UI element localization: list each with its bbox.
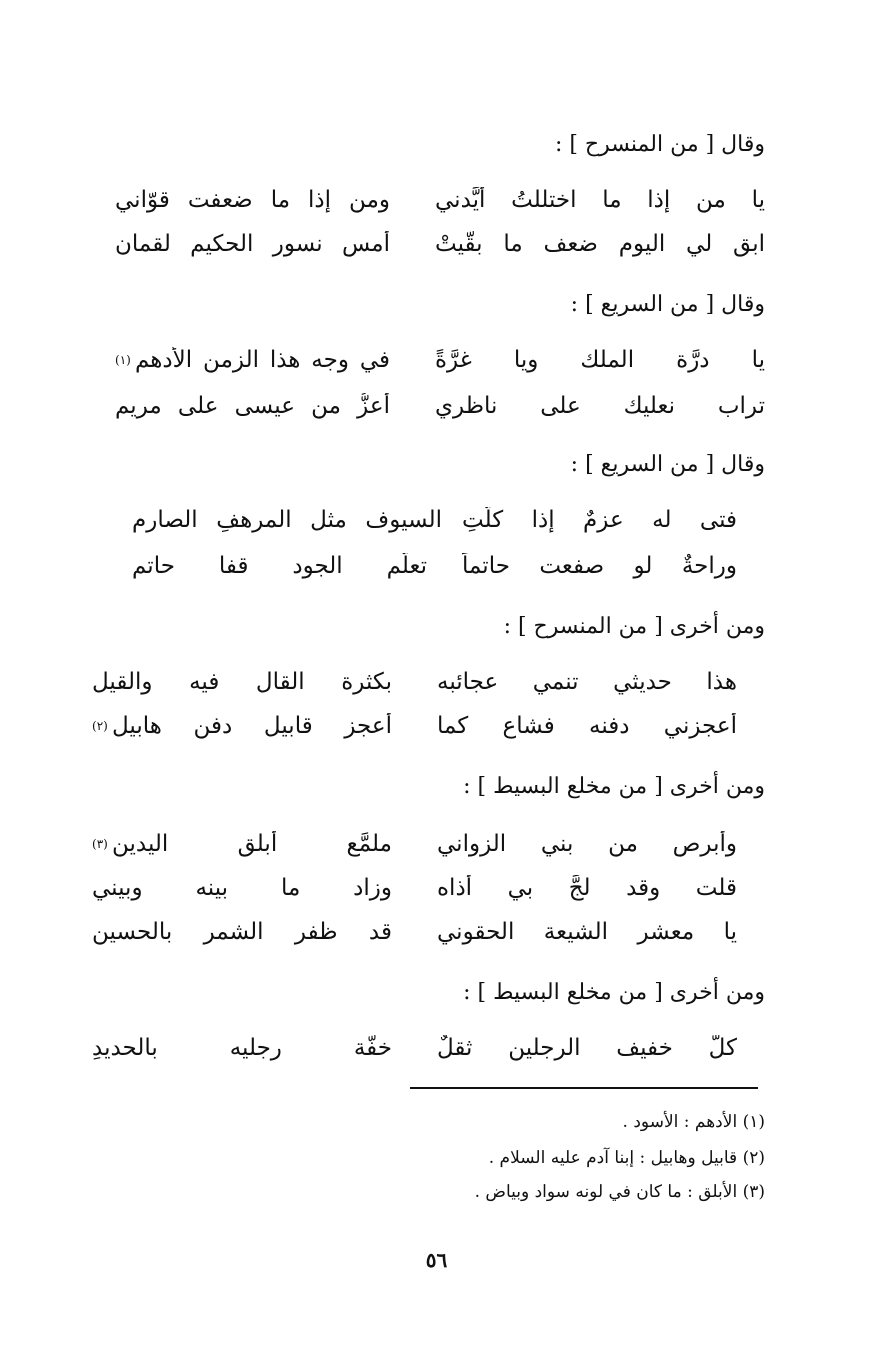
verse-line <box>115 182 765 218</box>
verse-second-hemistich: ملمَّعٍ أبلق اليدين <box>112 831 392 857</box>
verse-line <box>115 342 765 378</box>
verse-first-hemistich: يا من إذا ما اختللتُ أيَّدني <box>435 187 765 213</box>
verse-line <box>92 708 737 744</box>
verse-first-hemistich: يا معشر الشيعة الحقوني <box>437 919 737 945</box>
verse-second-hemistich: وزاد ما بينه وبيني <box>92 875 392 901</box>
verse-first-hemistich: يا درَّة الملك ويا غرَّةً <box>435 347 765 373</box>
verse-line <box>92 664 737 700</box>
verse-first-hemistich: فتى له عزمٌ إذا كلَّتِ <box>462 507 737 533</box>
verse-first-hemistich: وأبرصٍ من بني الزواني <box>437 831 737 857</box>
verse-second-with-note: ملمَّعٍ أبلق اليدين (٣) <box>92 831 392 857</box>
footnote-divider <box>410 1087 758 1089</box>
verse-first-hemistich: ابق لي اليوم ضعف ما بقّيتْ <box>435 231 765 257</box>
verse-second-hemistich: ومن إذا ما ضعفت قوّاني <box>115 187 390 213</box>
verse-line <box>92 826 737 862</box>
verse-line <box>115 226 765 262</box>
poem-intro: ومن أخرى [ من مخلع البسيط ] : <box>463 980 765 1005</box>
verse-second-hemistich: في وجه هذا الزمن الأدهمِ <box>135 347 390 373</box>
footnote: (٢) قابيل وهابيل : إبنا آدم عليه السلام . <box>488 1148 765 1168</box>
footnote: (٣) الأبلق : ما كان في لونه سواد وبياض . <box>474 1182 765 1202</box>
verse-line <box>92 1030 737 1066</box>
verse-second-hemistich: تعلَّم الجود قفا حاتمِ <box>132 553 427 579</box>
verse-first-hemistich: هذا حديثي تنمي عجائبه <box>437 669 737 695</box>
poem-intro: وقال [ من المنسرح ] : <box>554 132 765 157</box>
verse-first-hemistich: وراحةٌ لو صفعت حاتماً <box>462 553 737 579</box>
footnote: (١) الأدهم : الأسود . <box>622 1112 765 1132</box>
poem-intro: وقال [ من السريع ] : <box>570 452 765 477</box>
verse-line <box>92 914 737 950</box>
poem-intro: ومن أخرى [ من المنسرح ] : <box>503 614 765 639</box>
poem-intro: ومن أخرى [ من مخلع البسيط ] : <box>463 774 765 799</box>
poem-intro: وقال [ من السريع ] : <box>570 292 765 317</box>
verse-first-hemistich: أعجزني دفنه فشاع كما <box>437 713 737 739</box>
verse-second-hemistich: بكثرة القال فيه والقيل <box>92 669 392 695</box>
verse-line <box>115 388 765 424</box>
verse-second-with-note: أعجز قابيل دفن هابيل (٢) <box>92 713 392 739</box>
verse-second-hemistich: السيوف مثل المرهفِ الصارمِ <box>132 507 442 533</box>
verse-line <box>132 502 737 538</box>
verse-line <box>132 548 737 584</box>
verse-second-hemistich: أعجز قابيل دفن هابيل <box>112 713 392 739</box>
verse-second-hemistich: أمس نسور الحكيم لقمان <box>115 231 390 257</box>
verse-line <box>92 870 737 906</box>
verse-first-hemistich: كلٌّ خفيف الرجلين ثقلٌ <box>437 1035 737 1061</box>
verse-second-with-note: في وجه هذا الزمن الأدهمِ (١) <box>115 347 390 373</box>
verse-second-hemistich: خفَّة رجليه بالحديدِ <box>92 1035 392 1061</box>
verse-second-hemistich: أعزُّ من عيسى على مريم <box>115 393 390 419</box>
verse-first-hemistich: قلت وقد لجَّ بي أذاه <box>437 875 737 901</box>
page-number: ٥٦ <box>425 1248 448 1272</box>
verse-second-hemistich: قد ظفر الشمر بالحسين <box>92 919 392 945</box>
verse-first-hemistich: تراب نعليك على ناظري <box>435 393 765 419</box>
